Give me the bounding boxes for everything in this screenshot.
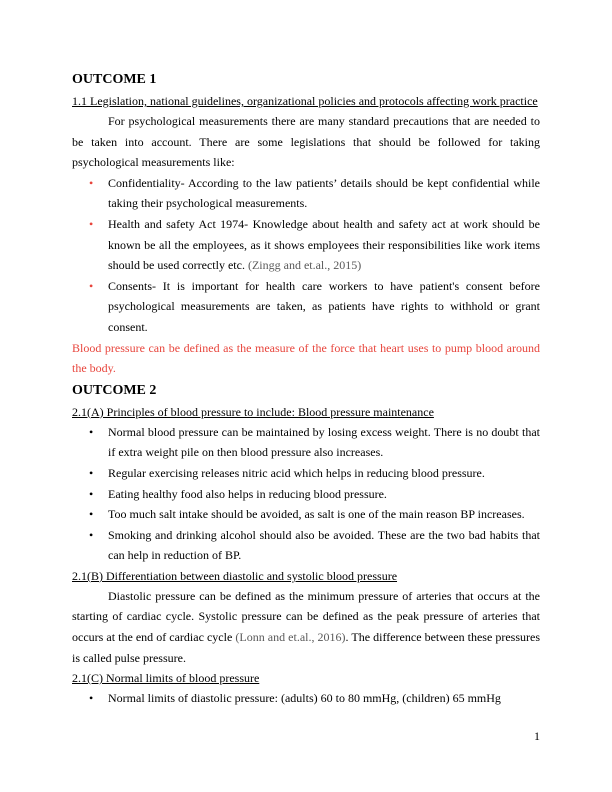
document-page	[72, 70, 540, 709]
list-item-text: Health and safety Act 1974- Knowledge about health and safety act at work should be known be all the employees, as it shows employees their responsibilities like work items should be used correctly etc.	[108, 216, 540, 273]
outcome-1-intro-paragraph: For psychological measurements there are many standard precautions that are needed to be taken into account. There are some legislations that should be followed for taking psychological measurements like:	[72, 114, 540, 170]
list-item	[72, 276, 540, 338]
list-item-text: Smoking and drinking alcohol should also be avoided. These are the two bad habits that can help in reduction of BP.	[108, 527, 540, 563]
bullet-icon: •	[89, 691, 94, 706]
section-2-1-a-bullet-list	[72, 422, 540, 566]
list-item	[72, 214, 540, 276]
list-item	[72, 525, 540, 566]
outcome-1-heading: OUTCOME 1	[72, 72, 157, 87]
section-2-1-a-title: 2.1(A) Principles of blood pressure to include: Blood pressure maintenance	[72, 404, 434, 419]
list-item-text: Too much salt intake should be avoided, as salt is one of the main reason BP increases.	[108, 507, 525, 522]
list-item-text: Eating healthy food also helps in reducing blood pressure.	[108, 486, 387, 501]
section-2-1-b-paragraph	[72, 586, 540, 668]
bullet-icon: •	[89, 465, 94, 480]
list-item	[72, 504, 540, 525]
list-item	[72, 173, 540, 214]
bullet-icon: •	[89, 527, 94, 542]
list-item	[72, 463, 540, 484]
bullet-icon: •	[89, 278, 94, 293]
bullet-icon: •	[89, 486, 94, 501]
list-item-text: Confidentiality- According to the law patients’ details should be kept confidential while taking their psychological measurements.	[108, 175, 540, 211]
list-item-text: Consents- It is important for health care workers to have patient's consent before psychological measurements are taken, as patients have rights to withhold or grant consent.	[108, 278, 540, 334]
citation: (Zingg and et.al., 2015)	[247, 258, 362, 273]
section-1-1-title: 1.1 Legislation, national guidelines, organizational policies and protocols affecting work practice	[72, 94, 538, 108]
list-item-text: Normal limits of diastolic pressure: (adults) 60 to 80 mmHg, (children) 65 mmHg	[108, 691, 501, 706]
paragraph-text: Diastolic pressure can be defined as the minimum pressure of arteries that occurs at the starting of cardiac cycle. Systolic pressure can be defined as the peak pressure of arteries that occurs at the end of cardiac cycle	[72, 588, 540, 645]
citation: (Lonn and et.al., 2016)	[235, 630, 346, 645]
list-item-text: Normal blood pressure can be maintained by losing excess weight. There is no doubt that if extra weight pile on then blood pressure also increases.	[108, 424, 540, 460]
list-item-text: Regular exercising releases nitric acid which helps in reducing blood pressure.	[108, 465, 485, 480]
bullet-icon: •	[89, 507, 94, 522]
bullet-icon: •	[89, 175, 94, 190]
outcome-2-heading: OUTCOME 2	[72, 382, 157, 398]
page-number: 1	[534, 729, 540, 743]
section-2-1-b-title: 2.1(B) Differentiation between diastolic and systolic blood pressure	[72, 568, 398, 583]
bullet-icon: •	[89, 424, 94, 439]
list-item	[72, 484, 540, 505]
paragraph-text: . The difference between these pressures is called pulse pressure.	[72, 630, 541, 665]
bullet-icon: •	[89, 216, 94, 231]
list-item	[72, 422, 540, 463]
blood-pressure-definition: Blood pressure can be defined as the measure of the force that heart uses to pump blood around the body.	[72, 340, 540, 376]
outcome-1-bullet-list	[72, 173, 540, 338]
section-2-1-c-bullet-list	[72, 688, 540, 709]
section-2-1-c-title: 2.1(C) Normal limits of blood pressure	[72, 671, 260, 686]
list-item	[72, 688, 540, 709]
